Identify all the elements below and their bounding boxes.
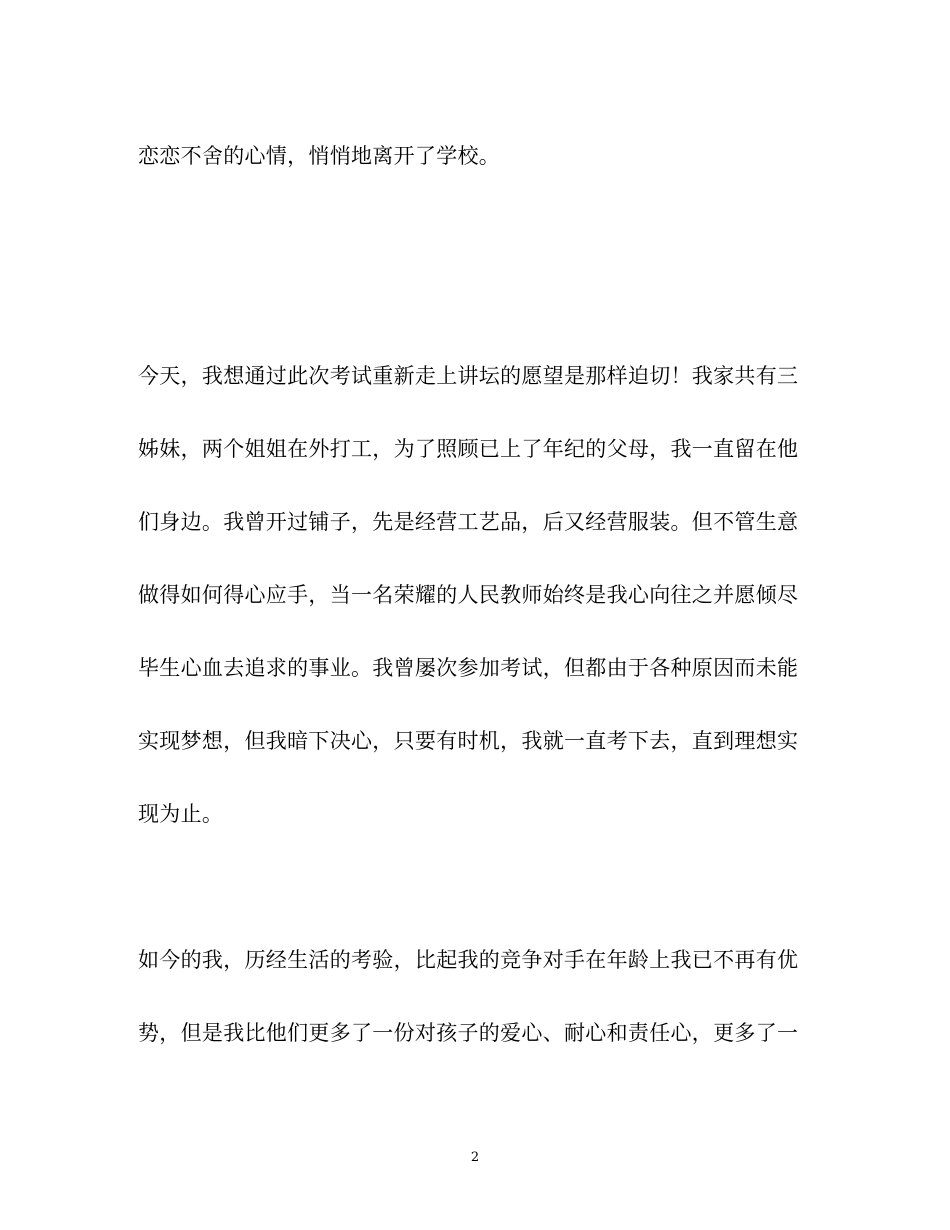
paragraph-3-line-1: 如今的我，历经生活的考验，比起我的竞争对手在年龄上我已不再有优 xyxy=(138,948,799,972)
paragraph-2-line-7: 现为止。 xyxy=(138,802,224,826)
paragraph-2-line-2: 姊妹，两个姐姐在外打工，为了照顾已上了年纪的父母，我一直留在他 xyxy=(138,437,799,461)
paragraph-1-line-1: 恋恋不舍的心情，悄悄地离开了学校。 xyxy=(138,144,501,168)
paragraph-3-line-2: 势，但是我比他们更多了一份对孩子的爱心、耐心和责任心，更多了一 xyxy=(138,1021,799,1045)
paragraph-2-line-4: 做得如何得心应手，当一名荣耀的人民教师始终是我心向往之并愿倾尽 xyxy=(138,583,799,607)
page-number: 2 xyxy=(470,1150,480,1165)
paragraph-2-line-1: 今天，我想通过此次考试重新走上讲坛的愿望是那样迫切！我家共有三 xyxy=(138,364,799,388)
paragraph-2-line-5: 毕生心血去追求的事业。我曾屡次参加考试，但都由于各种原因而未能 xyxy=(138,656,799,680)
paragraph-2-line-3: 们身边。我曾开过铺子，先是经营工艺品，后又经营服装。但不管生意 xyxy=(138,510,799,534)
paragraph-2-line-6: 实现梦想，但我暗下决心，只要有时机，我就一直考下去，直到理想实 xyxy=(138,729,799,753)
